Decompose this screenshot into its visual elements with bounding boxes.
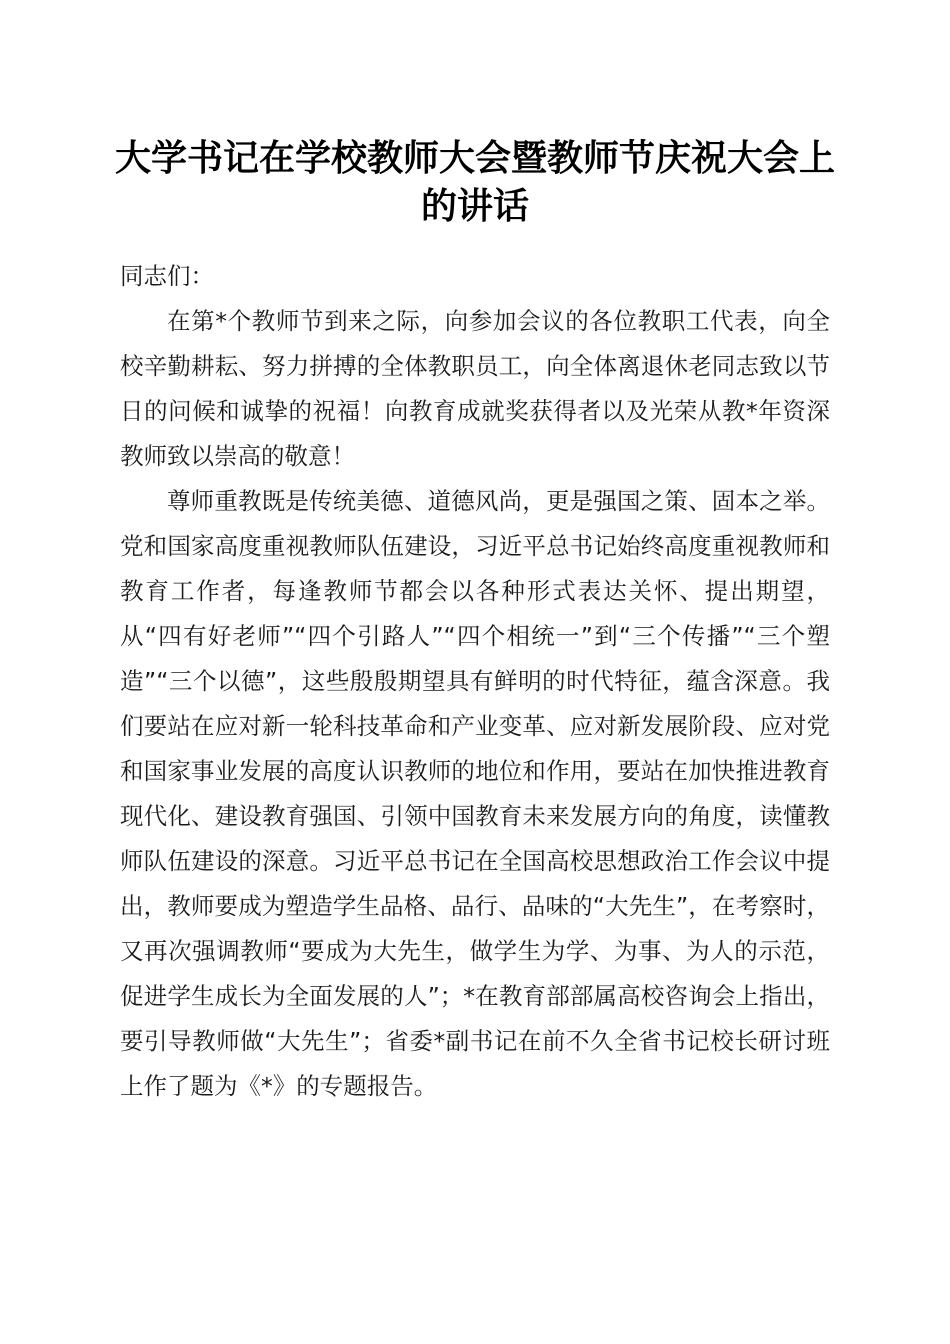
document-title: 大学书记在学校教师大会暨教师节庆祝大会上的讲话 bbox=[114, 137, 835, 227]
paragraph-greeting: 在第*个教师节到来之际，向参加会议的各位教职工代表，向全校辛勤耕耘、努力拼搏的全体教职员工，向全体离退休老同志致以节日的问候和诚挚的祝福！向教育成就奖获得者以及光荣从教*年资深教师致以崇高的敬意！ bbox=[120, 307, 830, 470]
paragraph-respect-teachers: 尊师重教既是传统美德、道德风尚，更是强国之策、固本之举。党和国家高度重视教师队伍建设，习近平总书记始终高度重视教师和教育工作者，每逢教师节都会以各种形式表达关怀、提出期望，从“四有好老师”“四个引路人”“四个相统一”到“三个传播”“三个塑造”“三个以德”，这些殷殷期望具有鲜明的时代特征，蕴含深意。我们要站在应对新一轮科技革命和产业变革、应对新发展阶段、应对党和国家事业发展的高度认识教师的地位和作用，要站在加快推进教育现代化、建设教育强国、引领中国教育未来发展方向的角度，读懂教师队伍建设的深意。习近平总书记在全国高校思想政治工作会议中提出，教师要成为塑造学生品格、品行、品味的“大先生”，在考察时，又再次强调教师“要成为大先生，做学生为学、为事、为人的示范，促进学生成长为全面发展的人”；*在教育部部属高校咨询会上指出，要引导教师做“大先生”；省委*副书记在前不久全省书记校长研讨班上作了题为《*》的专题报告。 bbox=[120, 487, 830, 1100]
salutation: 同志们： bbox=[120, 262, 214, 290]
document-body bbox=[120, 254, 830, 1109]
